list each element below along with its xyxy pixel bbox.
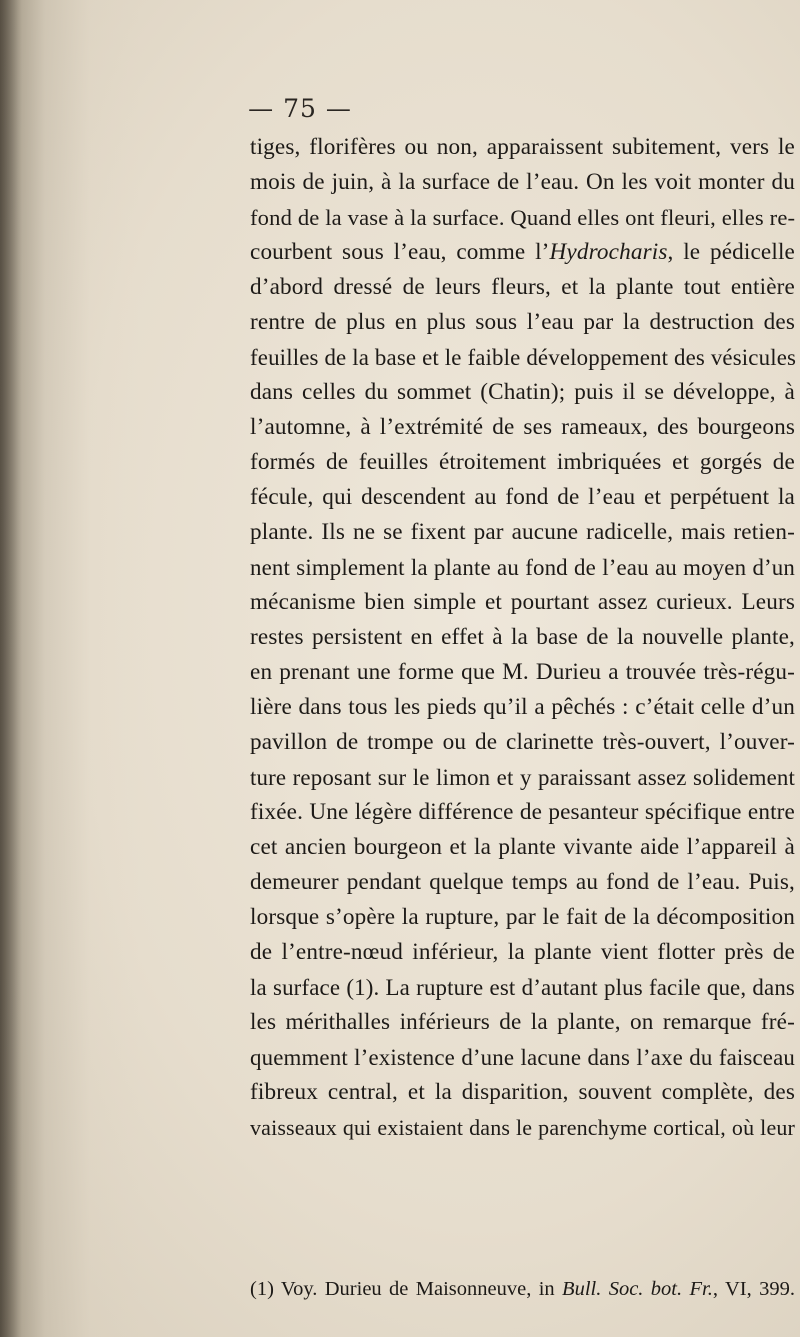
footnote-suffix: , VI, 399. — [712, 1278, 796, 1300]
text-line: nent simplement la plante au fond de l’eau au moyen d’un — [250, 555, 795, 580]
text-line: quemment l’existence d’une lacune dans l’axe du faisceau — [250, 1045, 795, 1070]
text-line: d’abord dressé de leurs fleurs, et la plante tout entière — [250, 274, 795, 300]
text-line: restes persistent en effet à la base de la nouvelle plante, — [250, 624, 795, 650]
text-line: lorsque s’opère la rupture, par le fait de la décomposition — [250, 904, 795, 930]
text-line: de l’entre-nœud inférieur, la plante vient flotter près de — [250, 939, 795, 965]
text-line: plante. Ils ne se fixent par aucune radicelle, mais retien- — [250, 519, 795, 545]
text-line: formés de feuilles étroitement imbriquées et gorgés de — [250, 449, 795, 475]
text-line: rentre de plus en plus sous l’eau par la destruction des — [250, 309, 795, 335]
text-line: cet ancien bourgeon et la plante vivante aide l’appareil à — [250, 834, 795, 860]
text-line: ture reposant sur le limon et y paraissant assez solidement — [250, 765, 795, 790]
text-line: les mérithalles inférieurs de la plante, on remarque fré- — [250, 1009, 795, 1035]
text-line: demeurer pendant quelque temps au fond de l’eau. Puis, — [250, 869, 795, 895]
text-line: fibreux central, et la disparition, souvent complète, des — [250, 1079, 795, 1105]
page-gutter-shadow — [0, 0, 22, 1337]
text-line: en prenant une forme que M. Durieu a trouvée très-régu- — [250, 659, 795, 685]
text-line: fécule, qui descendent au fond de l’eau et perpétuent la — [250, 484, 795, 510]
text-line: fond de la vase à la surface. Quand elles ont fleuri, elles re- — [250, 205, 796, 230]
text-line: mois de juin, à la surface de l’eau. On les voit monter du — [250, 169, 795, 195]
footnote-journal: Bull. Soc. bot. Fr. — [562, 1278, 713, 1300]
text-line: feuilles de la base et le faible développement des vésicules — [250, 345, 797, 370]
text-line: dans celles du sommet (Chatin); puis il se développe, à — [250, 379, 795, 405]
text-line: la surface (1). La rupture est d’autant plus facile que, dans — [250, 975, 795, 1000]
body-text — [250, 130, 795, 1145]
text-line: courbent sous l’eau, comme l’Hydrocharis, le pédicelle — [250, 239, 795, 265]
text-line: l’automne, à l’extrémité de ses rameaux, des bourgeons — [250, 414, 795, 440]
text-line: mécanisme bien simple et pourtant assez curieux. Leurs — [250, 589, 795, 615]
footnote-prefix: (1) Voy. Durieu de Maisonneuve, in — [250, 1278, 563, 1300]
page-number: — 75 — — [248, 94, 352, 123]
text-line: vaisseaux qui existaient dans le parenchyme cortical, où leur — [250, 1115, 795, 1140]
footnote — [250, 1274, 795, 1304]
text-line: tiges, florifères ou non, apparaissent subitement, vers le — [250, 134, 795, 160]
taxon-name: Hydrocharis — [549, 239, 668, 265]
text-line: fixée. Une légère différence de pesanteur spécifique entre — [250, 799, 795, 825]
text-line: pavillon de trompe ou de clarinette très-ouvert, l’ouver- — [250, 729, 795, 755]
text-line: lière dans tous les pieds qu’il a pêchés : c’était celle d’un — [250, 694, 795, 720]
